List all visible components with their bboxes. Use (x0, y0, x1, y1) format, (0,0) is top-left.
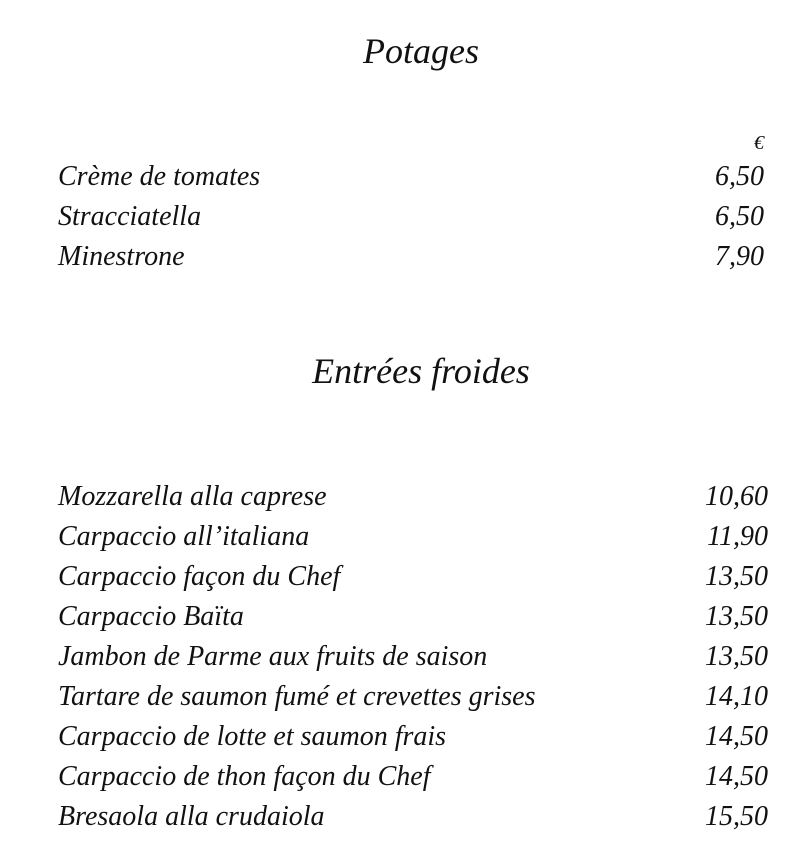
menu-item-price: 14,50 (705, 761, 768, 792)
menu-item (58, 557, 768, 597)
menu-list-entrees-froides (58, 477, 768, 837)
menu-item-name: Tartare de saumon fumé et crevettes grises (58, 681, 536, 712)
menu-item-price: 14,50 (705, 721, 768, 752)
menu-item (58, 477, 768, 517)
menu-item-price: 13,50 (705, 601, 768, 632)
menu-item (58, 717, 768, 757)
menu-item-name: Jambon de Parme aux fruits de saison (58, 641, 488, 672)
menu-item (58, 597, 768, 637)
menu-item-price: 13,50 (705, 561, 768, 592)
menu-item (58, 797, 768, 837)
menu-item-name: Stracciatella (58, 201, 202, 232)
menu-item-name: Minestrone (58, 241, 185, 272)
menu-list-potages (58, 157, 764, 277)
menu-item (58, 197, 764, 237)
menu-item-price: 14,10 (705, 681, 768, 712)
menu-item-price: 6,50 (715, 201, 764, 232)
menu-item (58, 757, 768, 797)
menu-item (58, 157, 764, 197)
menu-item (58, 677, 768, 717)
menu-item-price: 11,90 (707, 521, 768, 552)
menu-item-name: Crème de tomates (58, 161, 261, 192)
menu-item (58, 517, 768, 557)
currency-symbol: € (754, 132, 764, 154)
menu-item (58, 637, 768, 677)
menu-item (58, 237, 764, 277)
menu-item-name: Carpaccio de thon façon du Chef (58, 761, 431, 792)
menu-item-name: Carpaccio Baïta (58, 601, 244, 632)
menu-item-price: 6,50 (715, 161, 764, 192)
section-title-entrees-froides: Entrées froides (312, 351, 530, 391)
menu-item-name: Carpaccio all’italiana (58, 521, 310, 552)
menu-item-price: 13,50 (705, 641, 768, 672)
menu-item-price: 10,60 (705, 481, 768, 512)
menu-item-price: 15,50 (705, 801, 768, 832)
menu-item-price: 7,90 (715, 241, 764, 272)
section-title-potages: Potages (363, 31, 479, 71)
menu-item-name: Carpaccio façon du Chef (58, 561, 341, 592)
menu-item-name: Carpaccio de lotte et saumon frais (58, 721, 447, 752)
menu-item-name: Mozzarella alla caprese (58, 481, 327, 512)
menu-item-name: Bresaola alla crudaiola (58, 801, 325, 832)
